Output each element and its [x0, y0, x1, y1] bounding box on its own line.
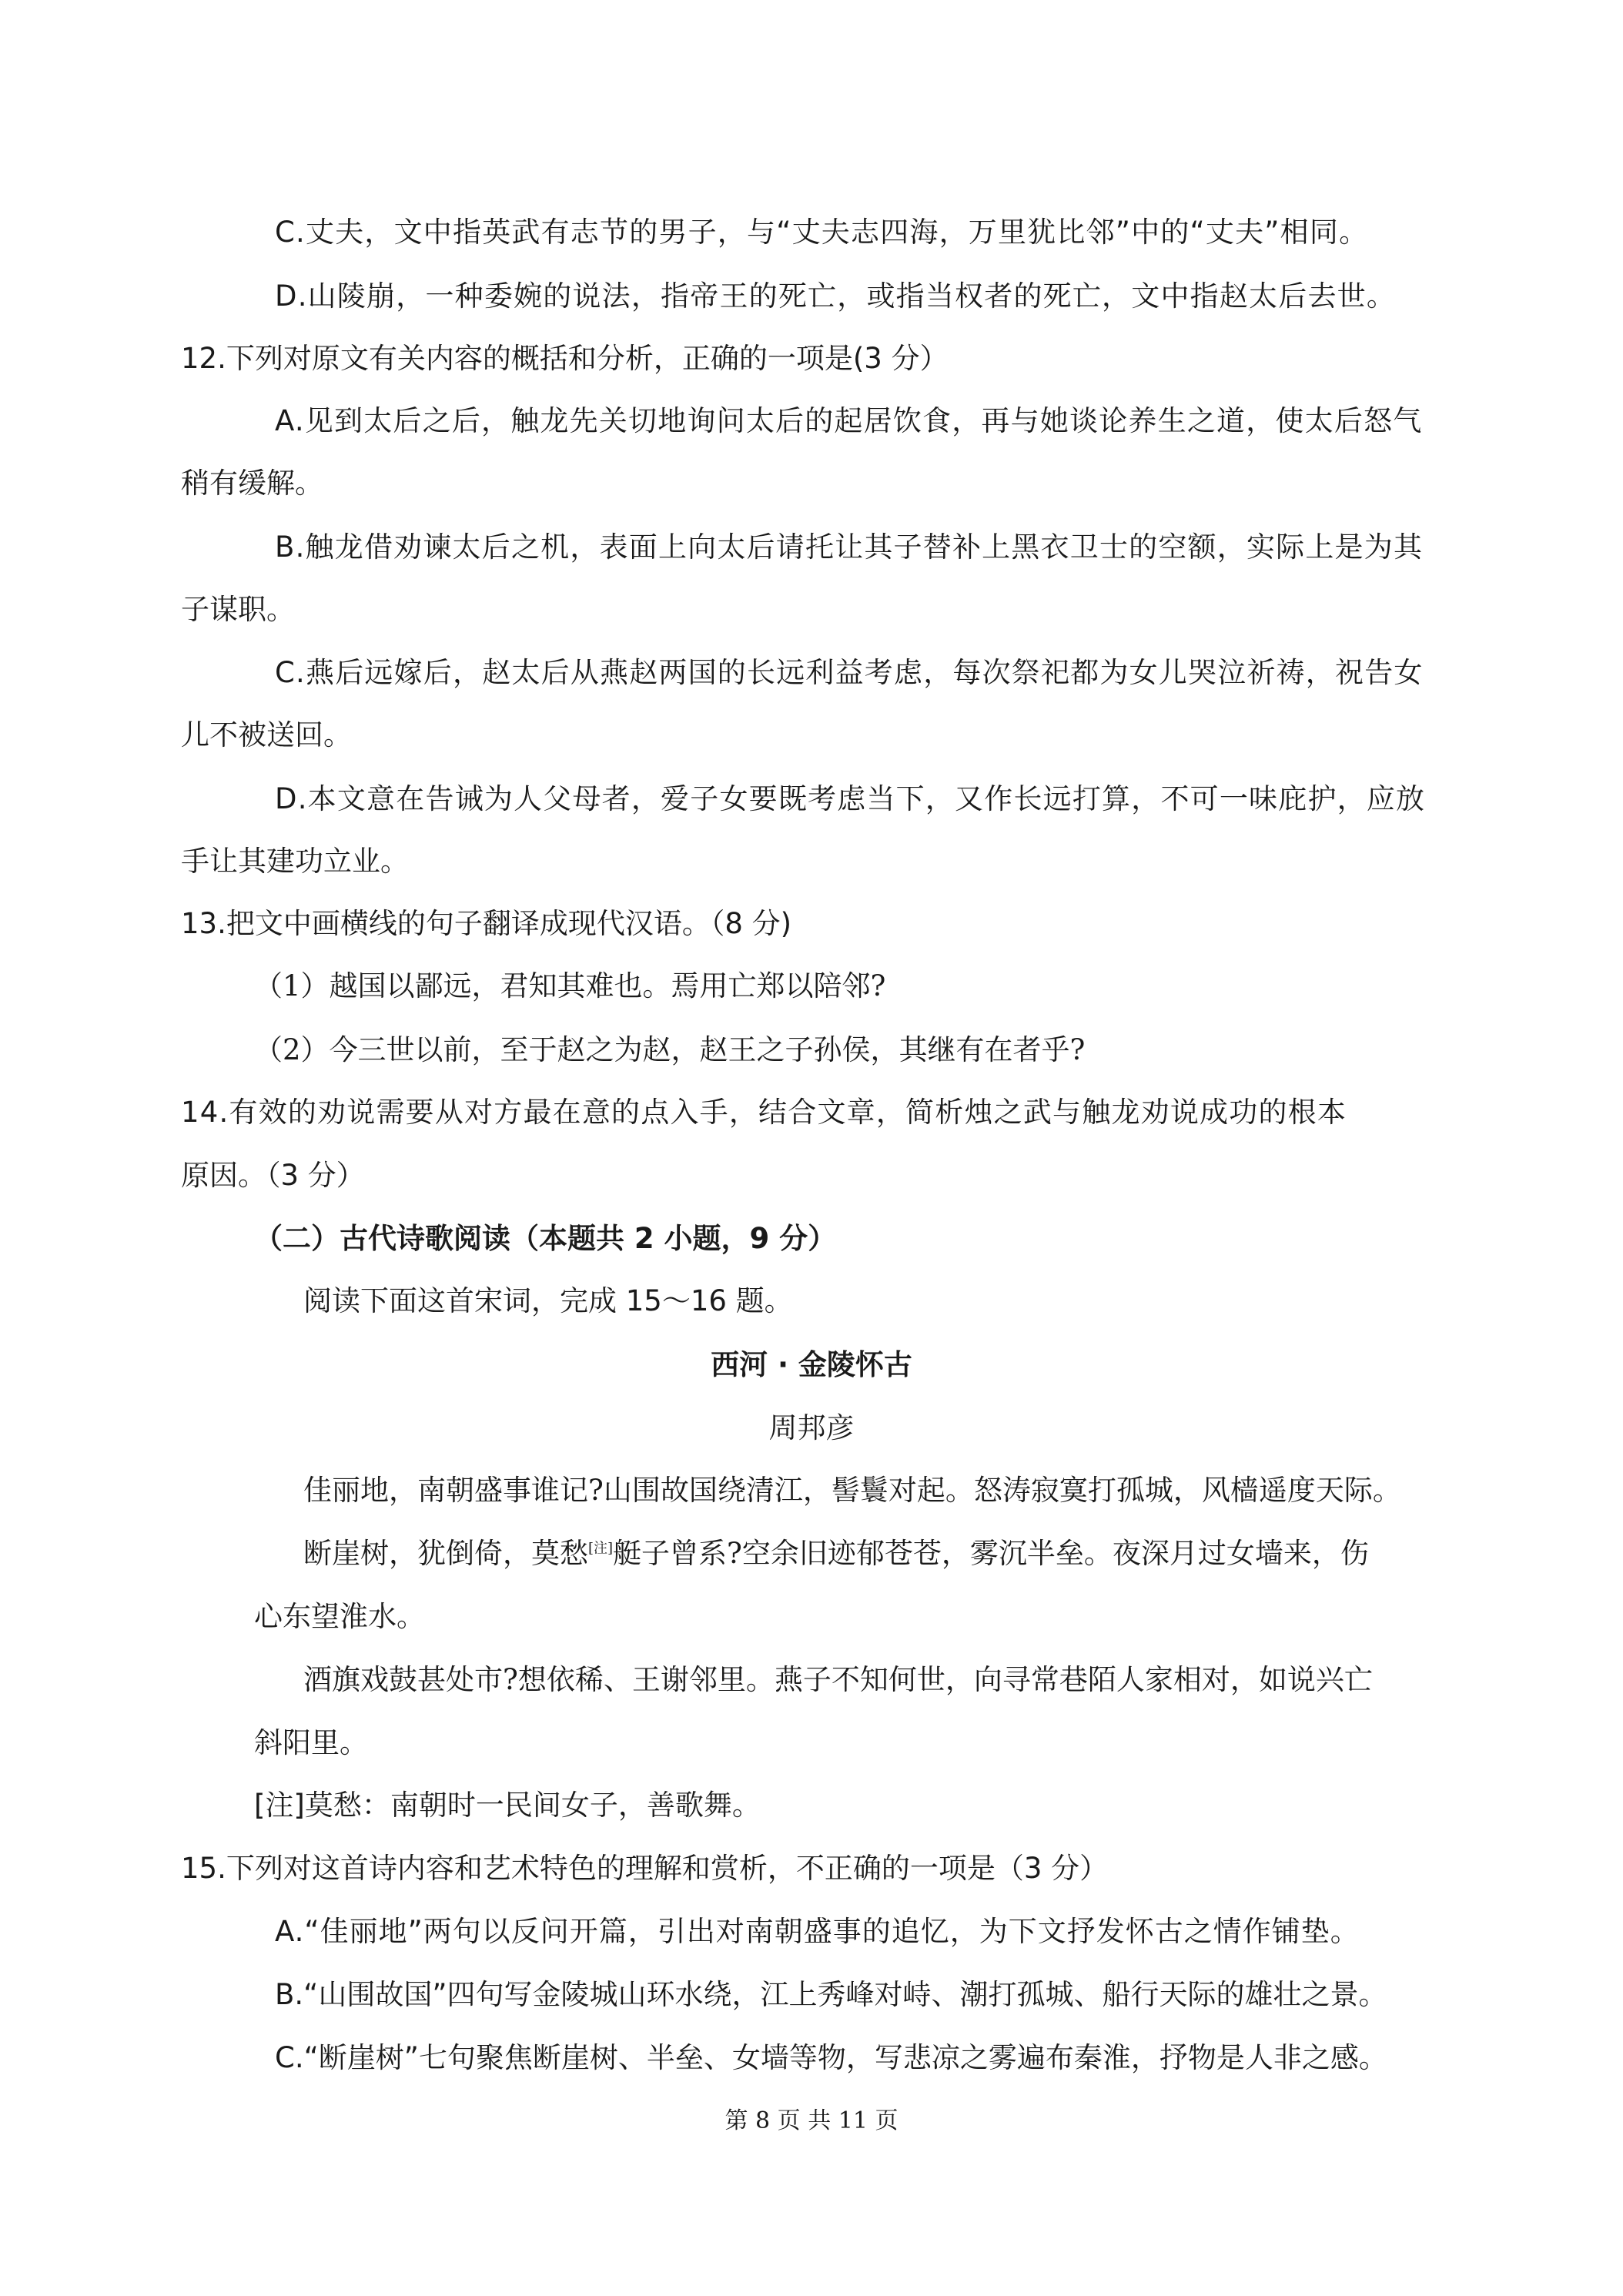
- text-line: C.燕后远嫁后，赵太后从燕赵两国的长远利益考虑，每次祭祀都为女儿哭泣祈祷，祝告女: [275, 656, 1424, 689]
- option-a: A.“佳丽地”两句以反问开篇，引出对南朝盛事的追忆，为下文抒发怀古之情作铺垫。: [275, 1915, 1360, 1948]
- text-line: 原因。（3 分）: [181, 1159, 365, 1192]
- text-line: D.本文意在告诫为人父母者，爱子女要既考虑当下，又作长远打算，不可一味庇护，应放: [275, 782, 1426, 815]
- poem-text: 断崖树，犹倒倚，莫愁: [303, 1537, 588, 1570]
- poem-line: 佳丽地，南朝盛事谁记?山围故国绕清江，髻鬟对起。怒涛寂寞打孤城，风樯遥度天际。: [303, 1474, 1401, 1507]
- option-b: B.“山围故国”四句写金陵城山环水绕，江上秀峰对峙、潮打孤城、船行天际的雄壮之景。: [275, 1978, 1387, 2011]
- poem-line: 斜阳里。: [254, 1726, 368, 1759]
- poem-note: [注]莫愁：南朝时一民间女子，善歌舞。: [254, 1789, 761, 1822]
- text-line: （2）今三世以前，至于赵之为赵，赵王之子孙侯，其继有在者乎?: [254, 1033, 1086, 1066]
- question-15: 15.下列对这首诗内容和艺术特色的理解和赏析，不正确的一项是（3 分）: [181, 1852, 1109, 1885]
- poem-title: 西河 · 金陵怀古: [711, 1348, 912, 1381]
- text-line: A.见到太后之后，触龙先关切地询问太后的起居饮食，再与她谈论养生之道，使太后怒气: [275, 404, 1423, 437]
- text-line: 子谋职。: [181, 593, 295, 626]
- text-line: （1）越国以鄙远，君知其难也。焉用亡郑以陪邻?: [254, 969, 886, 1002]
- text-line: C.丈夫，文中指英武有志节的男子，与“丈夫志四海，万里犹比邻”中的“丈夫”相同。: [275, 216, 1369, 249]
- text-line: 稍有缓解。: [181, 467, 323, 500]
- annotation-mark: [注]: [588, 1540, 614, 1557]
- option-c: C.“断崖树”七句聚焦断崖树、半垒、女墙等物，写悲凉之雾遍布秦淮，抒物是人非之感。: [275, 2041, 1387, 2074]
- question-12: 12.下列对原文有关内容的概括和分析，正确的一项是(3 分）: [181, 342, 949, 375]
- page-footer: 第 8 页 共 11 页: [724, 2107, 899, 2134]
- poem-line: 酒旗戏鼓甚处市?想依稀、王谢邻里。燕子不知何世，向寻常巷陌人家相对，如说兴亡: [303, 1663, 1373, 1696]
- poem-line: 心东望淮水。: [254, 1600, 425, 1633]
- instruction: 阅读下面这首宋词，完成 15～16 题。: [303, 1284, 793, 1317]
- question-14: 14.有效的劝说需要从对方最在意的点入手，结合文章，简析烛之武与触龙劝说成功的根本: [181, 1096, 1347, 1129]
- poem-line: [303, 1535, 1369, 1573]
- poem-author: 周邦彦: [768, 1411, 855, 1444]
- question-13: 13.把文中画横线的句子翻译成现代汉语。（8 分): [181, 907, 792, 940]
- text-line: D.山陵崩，一种委婉的说法，指帝王的死亡，或指当权者的死亡，文中指赵太后去世。: [275, 279, 1397, 313]
- poem-text: 艇子曾系?空余旧迹郁苍苍，雾沉半垒。夜深月过女墙来，伤: [613, 1537, 1369, 1570]
- section-heading: （二）古代诗歌阅读（本题共 2 小题，9 分）: [254, 1222, 837, 1255]
- text-line: 儿不被送回。: [181, 718, 352, 751]
- text-line: 手让其建功立业。: [181, 845, 409, 878]
- text-line: B.触龙借劝谏太后之机，表面上向太后请托让其子替补上黑衣卫士的空额，实际上是为其: [275, 530, 1424, 564]
